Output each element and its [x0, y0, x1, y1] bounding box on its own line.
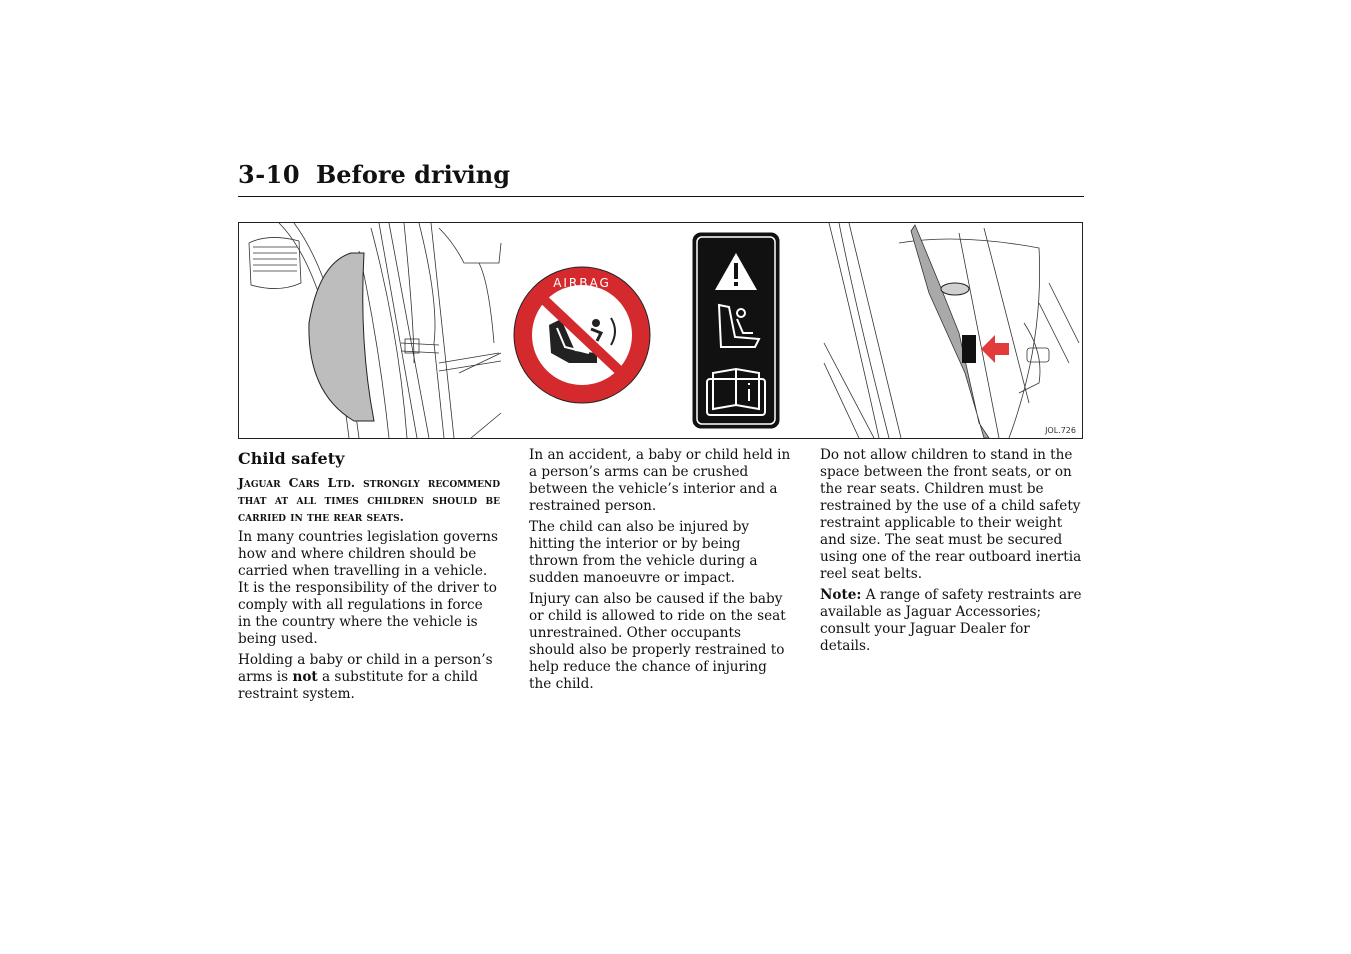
emphasis-not: not: [292, 669, 318, 685]
injury-interior-paragraph: The child can also be injured by hitting the interior or by being thrown from the vehicle during a sudden manoeuvre or impact.: [529, 519, 758, 586]
recommendation-paragraph: Jaguar Cars Ltd. strongly recommend that at all times children should be carried in the rear seats.: [238, 475, 500, 524]
child-safety-figure: [238, 222, 1083, 439]
figure-illustration: [239, 223, 1083, 439]
holding-text-end: a substitute for a child restraint system.: [238, 669, 478, 702]
legislation-paragraph: In many countries legislation governs how and where children should be carried when travelling in a vehicle. It is the responsibility of the driver to comply with all regulations in force in the country where the vehicle is being used.: [238, 529, 498, 647]
airbag-sign-label: AIRBAG: [553, 276, 611, 290]
warning-label: [693, 233, 779, 428]
door-airbag-illustration: [249, 223, 501, 438]
red-pointer-arrow: [981, 335, 1009, 363]
side-airbag-panel: [309, 253, 374, 421]
note-paragraph: [820, 587, 1082, 655]
unrestrained-paragraph: Injury can also be caused if the baby or child is allowed to ride on the seat unrestrained. Other occupants should also be properly restrained to help reduce the chance of injuring the child.: [529, 591, 786, 692]
holding-child-paragraph: [238, 652, 500, 703]
column-1: [238, 447, 500, 707]
accident-paragraph: In an accident, a baby or child held in a person’s arms can be crushed between the vehicle’s interior and a restrained person.: [529, 447, 791, 514]
column-3: [820, 447, 1082, 659]
page-header: [238, 158, 1084, 197]
child-safety-heading: Child safety: [238, 449, 345, 468]
note-label: Note:: [820, 587, 862, 603]
restraint-paragraph: Do not allow children to stand in the space between the front seats, or on the rear seats. Children must be restrained by the use of a child safety restraint applicable to their weight and size. The seat must be secured using one of the rear outboard inertia reel seat belts.: [820, 447, 1082, 582]
belt-label-tag: [962, 335, 976, 363]
seat-belt-strap: [911, 225, 989, 438]
belt-guide: [941, 283, 969, 295]
no-rear-facing-child-seat-airbag-icon: [514, 267, 650, 403]
page-number: 3-10: [238, 160, 301, 189]
figure-code: JOL.726: [1045, 426, 1076, 435]
section-title: Before driving: [316, 160, 510, 189]
column-2: [529, 447, 791, 697]
note-text: A range of safety restraints are available as Jaguar Accessories; consult your Jaguar Dealer for details.: [820, 587, 1082, 654]
holding-text-start: Holding a baby or child in a person’s arms is: [238, 652, 493, 685]
